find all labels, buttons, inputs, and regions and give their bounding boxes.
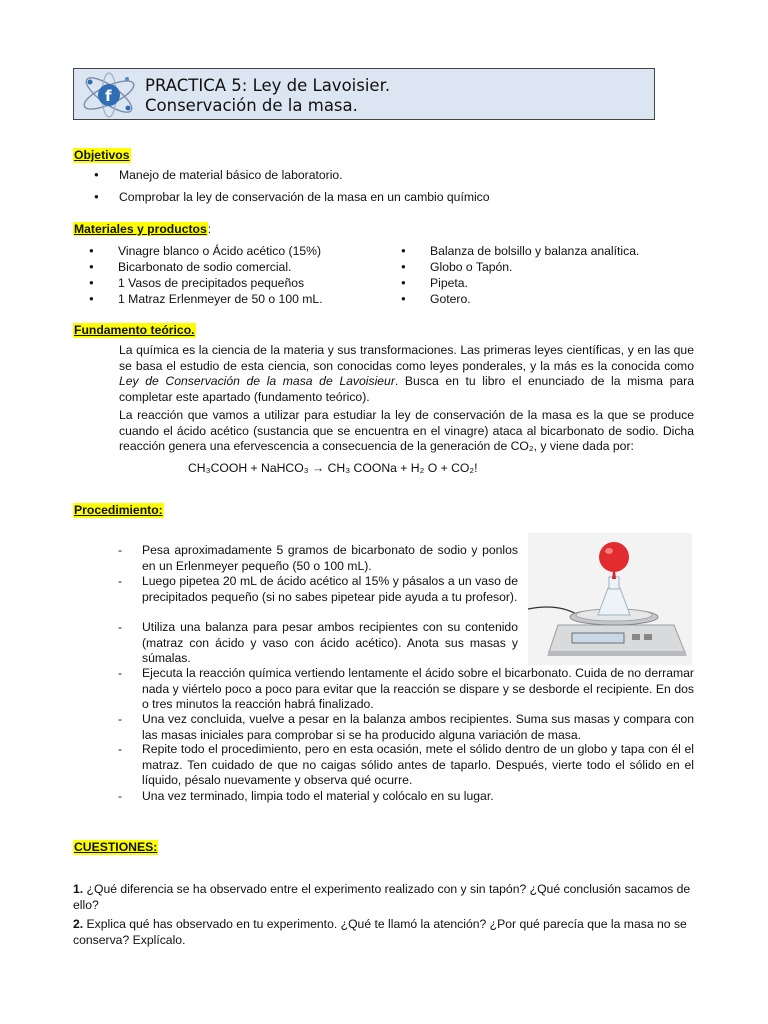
list-item: ● Manejo de material básico de laboratorio. <box>94 168 343 182</box>
page-title-line1: PRACTICA 5: Ley de Lavoisier. <box>145 76 391 95</box>
list-item: ● Globo o Tapón. <box>401 260 513 274</box>
list-item: ● Gotero. <box>401 292 471 306</box>
list-item: ● 1 Matraz Erlenmeyer de 50 o 100 mL. <box>89 292 323 306</box>
procedure-step: - Repite todo el procedimiento, pero en esta ocasión, mete el sólido dentro de un globo y tapa con él el matraz. Ten cuidado de que no caigas sólido antes de taparlo. Después, vierte todo el sólido en el líquido, pésalo nuevamente y observa qué ocurre. <box>118 742 694 787</box>
objetivos-heading: Objetivos <box>74 148 130 162</box>
cuestiones-heading: CUESTIONES: <box>74 840 158 854</box>
list-item: ● Balanza de bolsillo y balanza analítica. <box>401 244 640 258</box>
list-item: ● Bicarbonato de sodio comercial. <box>89 260 292 274</box>
procedure-step: - Ejecuta la reacción química vertiendo lentamente el ácido sobre el bicarbonato. Cuida de no derramar nada y viértelo poco a poco para evitar que la reacción se dispare y se desborde el recipiente. En dos o tres minutos la reacción habrá finalizado. <box>118 666 694 711</box>
list-item: ● 1 Vasos de precipitados pequeños <box>89 276 305 290</box>
fundamento-paragraph-1: La química es la ciencia de la materia y sus transformaciones. Las primeras leyes científicas, y en las que se basa el estudio de esta ciencia, son conocidas como leyes ponderales, y la más es la conocida como Ley de Conservación de la masa de Lavoisieur. Busca en tu libro el enunciado de la misma para completar este apartado (fundamento teórico). <box>119 343 694 404</box>
question-2: 2. Explica qué has observado en tu experimento. ¿Qué te llamó la atención? ¿Por qué parecía que la masa no se conserva? Explícalo. <box>73 917 687 947</box>
procedure-step: - Utiliza una balanza para pesar ambos recipientes con su contenido (matraz con ácido y vaso con ácido acético). Anota sus masas y súmalas. <box>118 620 518 665</box>
list-item: ● Pipeta. <box>401 276 468 290</box>
balloon-flask-on-scale-photo <box>528 533 692 665</box>
chemical-equation: CH₃COOH + NaHCO₃ → CH₃ COONa + H₂ O + CO₂! <box>188 461 478 475</box>
fundamento-paragraph-2: La reacción que vamos a utilizar para estudiar la ley de conservación de la masa es la que se produce cuando el ácido acético (sustancia que se encuentra en el vinagre) ataca al bicarbonato de sodio. Dicha reacción genera una efervescencia a consecuencia de la generación de CO₂, y viene dada por: <box>119 408 694 453</box>
procedure-step: - Una vez terminado, limpia todo el material y colócalo en su lugar. <box>118 789 494 803</box>
question-1: 1. ¿Qué diferencia se ha observado entre el experimento realizado con y sin tapón? ¿Qué conclusión sacamos de ello? <box>73 882 691 912</box>
procedure-step: - Luego pipetea 20 mL de ácido acético al 15% y pásalos a un vaso de precipitados pequeño (si no sabes pipetear pide ayuda a tu profesor). <box>118 574 518 604</box>
atom-logo-icon <box>78 70 140 118</box>
procedimiento-heading: Procedimiento: <box>74 503 163 517</box>
procedure-step: - Pesa aproximadamente 5 gramos de bicarbonato de sodio y ponlos en un Erlenmeyer pequeño (50 o 100 mL). <box>118 543 518 573</box>
fundamento-heading: Fundamento teórico. <box>74 323 195 337</box>
list-item: ● Comprobar la ley de conservación de la masa en un cambio químico <box>94 190 490 204</box>
svg-text:f: f <box>105 87 112 105</box>
procedure-step: - Una vez concluida, vuelve a pesar en la balanza ambos recipientes. Suma sus masas y compara con las masas iniciales para comprobar si se ha producido alguna variación de masa. <box>118 712 694 742</box>
materiales-heading: Materiales y productos: <box>74 222 212 236</box>
list-item: ● Vinagre blanco o Ácido acético (15%) <box>89 244 322 258</box>
page-title-line2: Conservación de la masa. <box>145 96 358 115</box>
